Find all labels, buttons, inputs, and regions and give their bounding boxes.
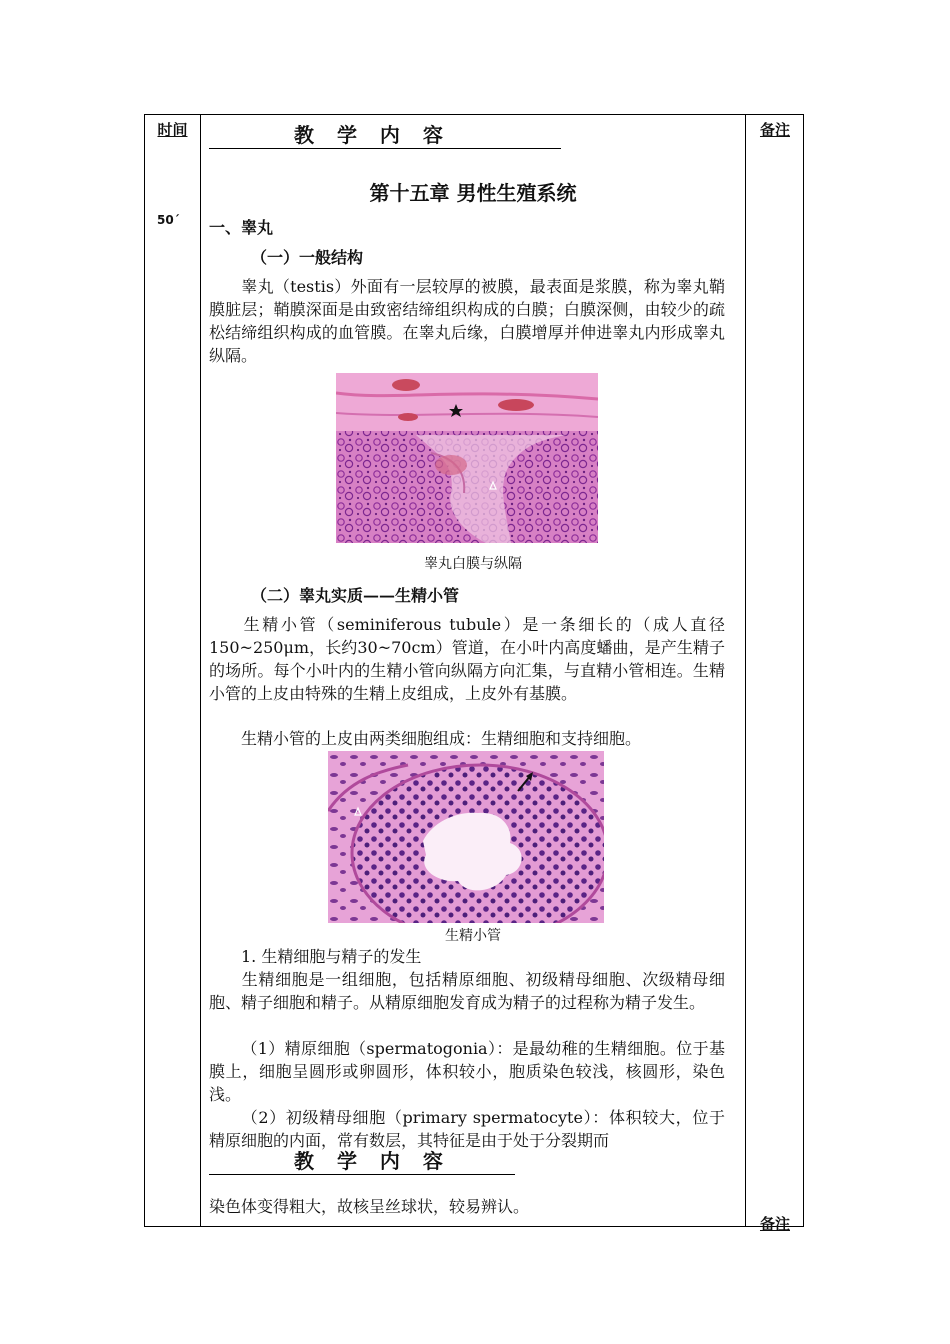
- duration-label: 50´: [157, 213, 180, 227]
- paragraph-continued: 染色体变得粗大，故核呈丝球状，较易辨认。: [209, 1197, 530, 1216]
- content-header-text: 教 学 内 容: [294, 1149, 451, 1173]
- time-column: [145, 115, 200, 1226]
- paragraph-general-structure: 睾丸（testis）外面有一层较厚的被膜，最表面是浆膜，称为睾丸鞘膜脏层；鞘膜深面是由致密结缔组织构成的白膜；白膜深侧，由较少的疏松结缔组织构成的血管膜。在睾丸后缘，白膜增厚并伸进睾丸内形成睾丸纵隔。: [209, 277, 725, 365]
- paragraph-seminiferous-tubule: 生精小管（seminiferous tubule）是一条细长的（成人直径150~250μm，长约30~70cm）管道，在小叶内高度蟠曲，是产生精子的场所。每个小叶内的生精小管向纵隔方向汇集，与直精小管相连。生精小管的上皮由特殊的生精上皮组成，上皮外有基膜。: [209, 615, 725, 703]
- section-heading: 一、睾丸: [209, 218, 274, 237]
- figure-caption: 睾丸白膜与纵隔: [424, 556, 522, 572]
- content-column: [201, 115, 745, 1226]
- notes-column: [747, 115, 803, 1233]
- time-header: 时间: [157, 121, 188, 139]
- subsection-heading: （一）一般结构: [251, 248, 364, 267]
- column-divider: [745, 115, 746, 1226]
- histology-image-tubule: [328, 751, 604, 923]
- notes-header: 备注: [759, 121, 790, 139]
- item-heading: 1. 生精细胞与精子的发生: [241, 947, 422, 966]
- notes-header-continued: 备注: [759, 1215, 790, 1233]
- paragraph-spermatogenic-cells: 生精细胞是一组细胞，包括精原细胞、初级精母细胞、次级精母细胞、精子细胞和精子。从精原细胞发育成为精子的过程称为精子发生。: [209, 970, 725, 1012]
- histology-image-albuginea: [336, 373, 598, 543]
- paragraph-primary-spermatocyte: （2）初级精母细胞（primary spermatocyte）：体积较大，位于精原细胞的内面，常有数层，其特征是由于处于分裂期而: [209, 1108, 725, 1150]
- lesson-table: [144, 114, 804, 1233]
- paragraph-spermatogonia: （1）精原细胞（spermatogonia）：是最幼稚的生精细胞。位于基膜上，细胞呈圆形或卵圆形，体积较小，胞质染色较浅，核圆形，染色浅。: [209, 1039, 725, 1104]
- chapter-title: 第十五章 男性生殖系统: [369, 181, 577, 205]
- content-header-continued: [209, 1145, 515, 1175]
- content-header: [209, 119, 561, 149]
- figure-caption: 生精小管: [445, 928, 501, 944]
- subsection-heading: （二）睾丸实质——生精小管: [251, 586, 460, 605]
- content-header-text: 教 学 内 容: [294, 123, 451, 147]
- paragraph-epithelium: 生精小管的上皮由两类细胞组成：生精细胞和支持细胞。: [241, 729, 642, 748]
